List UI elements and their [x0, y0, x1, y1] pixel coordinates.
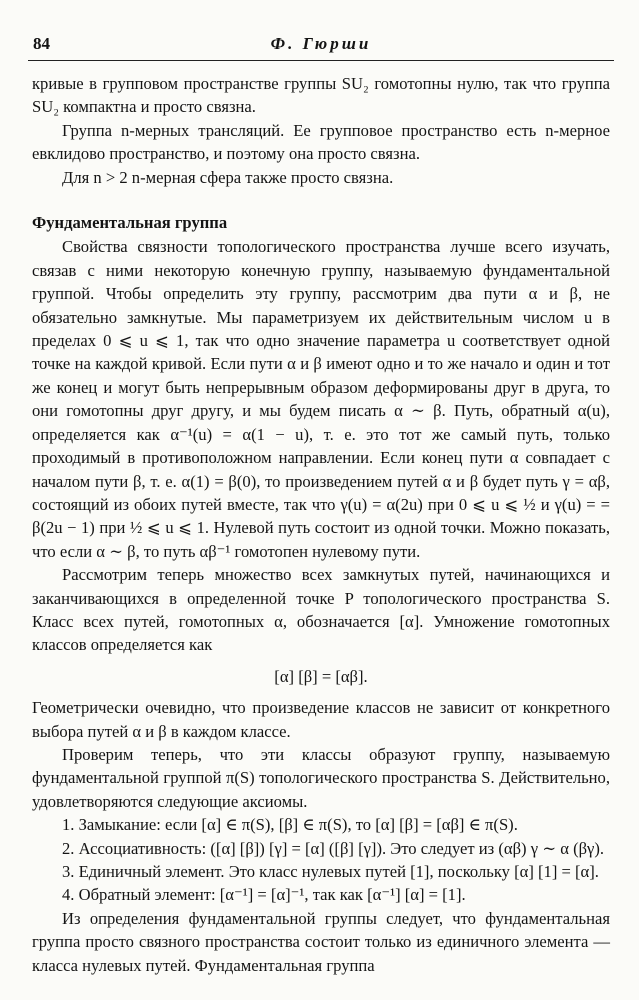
axiom-item: 3. Единичный элемент. Это класс нулевых путей [1], поскольку [α] [1] = [α]. [62, 862, 599, 881]
paragraph: Свойства связности топологического пространства лучше всего изучать, связав с ними некоторую конечную группу, называемую фундаментальной группой. Чтобы определить эту группу, рассмотрим два пути α и β, не обязательно замкнутые. Мы параметризуем их действительным числом u в пределах 0 ⩽ u ⩽ 1, так что одно значение параметра u соответствует одной точке на каждой кривой. Если пути α и β имеют одно и то же начало и один и тот же конец и могут быть непрерывным образом деформированы друг в друга, то они гомотопны друг другу, и мы будем писать α ∼ β. Путь, обратный α(u), определяется как α⁻¹(u) = α(1 − u), т. е. это тот же самый путь, только проходимый в противоположном направлении. Если конец пути α совпадает с началом пути β, т. е. α(1) = β(0), то произведением путей α и β будет путь γ = αβ, состоящий из обоих путей вместе, так что γ(u) = α(2u) при 0 ⩽ u ⩽ ½ и γ(u) = = β(2u − 1) при ½ ⩽ u ⩽ 1. Нулевой путь состоит из одной точки. Можно показать, что если α ∼ β, то путь αβ⁻¹ гомотопен нулевому пути. [32, 237, 610, 561]
paragraph: Для n > 2 n-мерная сфера также просто связна. [62, 167, 394, 187]
paragraph: Геометрически очевидно, что произведение классов не зависит от конкретного выбора путей α и β в каждом классе. [32, 698, 610, 741]
page-header [28, 30, 614, 61]
page-text [32, 72, 610, 977]
formula: [α] [β] = [αβ]. [274, 666, 368, 686]
axiom-item: 4. Обратный элемент: [α⁻¹] = [α]⁻¹, так как [α⁻¹] [α] = [1]. [62, 885, 466, 905]
paragraph: Из определения фундаментальной группы следует, что фундаментальная группа просто связного пространства состоит только из единичного элемента — класса нулевых путей. Фундаментальная группа [32, 908, 610, 975]
page-number: 84 [33, 34, 50, 53]
axiom-item: 2. Ассоциативность: ([α] [β]) [γ] = [α] ([β] [γ]). Это следует из (αβ) γ ∼ α (βγ). [62, 838, 605, 858]
section-title: Фундаментальная группа [32, 213, 228, 233]
running-head: Ф. Гюрши [270, 34, 372, 53]
paragraph: Рассмотрим теперь множество всех замкнутых путей, начинающихся и заканчивающихся в определенной точке P топологического пространства S. Класс всех путей, гомотопных α, обозначается [α]. Умножение гомотопных классов определяется как [32, 565, 610, 655]
paragraph: Проверим теперь, что эти классы образуют группу, называемую фундаментальной группой π(S) топологического пространства S. Действительно, удовлетворяются следующие аксиомы. [32, 744, 610, 811]
paragraph: кривые в групповом пространстве группы SU₂ гомотопны нулю, так что группа SU₂ компактна и просто связна. [32, 74, 610, 117]
paragraph: Группа n-мерных трансляций. Ее групповое пространство есть n-мерное евклидово пространство, и поэтому она просто связна. [32, 120, 610, 164]
axiom-item: 1. Замыкание: если [α] ∈ π(S), [β] ∈ π(S), то [α] [β] = [αβ] ∈ π(S). [62, 815, 518, 835]
